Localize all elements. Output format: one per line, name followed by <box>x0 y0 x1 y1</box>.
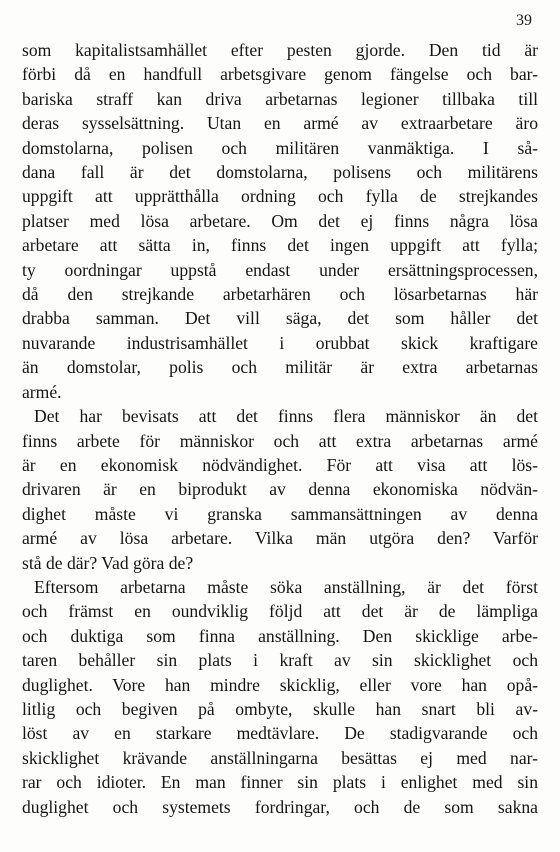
text-line: skicklighet krävande anställningarna besättas ej med nar- <box>22 747 538 768</box>
text-line: ty oordningar uppstå endast under ersättningsprocessen, <box>22 259 538 280</box>
text-line: är en ekonomisk nödvändighet. För att visa att lös- <box>22 454 538 475</box>
paragraph-2 <box>22 404 538 575</box>
text-line: arbetare att sätta in, finns det ingen uppgift att fylla; <box>22 235 538 256</box>
text-line: drivaren är en biprodukt av denna ekonomiska nödvän- <box>22 479 538 500</box>
text-line: dana fall är det domstolarna, polisens och militärens <box>22 162 538 183</box>
text-line: som kapitalistsamhället efter pesten gjorde. Den tid är <box>22 40 538 60</box>
text-line: finns arbete för människor och att extra arbetarnas armé <box>22 430 538 451</box>
text-line: armé. <box>22 381 62 402</box>
text-line: stå de där? Vad göra de? <box>22 552 194 573</box>
text-line: bariska straff kan driva arbetarnas legioner tillbaka till <box>22 88 538 109</box>
text-line: dighet måste vi granska sammansättningen av denna <box>22 503 538 524</box>
text-line: löst av en starkare medtävlare. De stadigvarande och <box>22 723 538 744</box>
text-line: drabba samman. Det vill säga, det som håller det <box>22 308 538 329</box>
text-line: litlig och begiven på ombyte, skulle han snart bli av- <box>22 698 538 719</box>
text-line: domstolarna, polisen och militären vanmäktiga. I så- <box>22 137 538 158</box>
text-line: än domstolar, polis och militär är extra arbetarnas <box>22 357 538 378</box>
text-line: platser med lösa arbetare. Om det ej finns några lösa <box>22 210 538 231</box>
text-line: duglighet. Vore han mindre skicklig, eller vore han opå- <box>22 674 538 695</box>
text-line: rar och idioter. En man finner sin plats i enlighet med sin <box>22 772 538 793</box>
text-line: nuvarande industrisamhället i orubbat skick kraftigare <box>22 332 538 353</box>
text-line: förbi då en handfull arbetsgivare genom fängelse och bar- <box>22 64 538 85</box>
text-line: Det har bevisats att det finns flera människor än det <box>34 406 538 427</box>
text-line: och duktiga som finna anställning. Den skicklige arbe- <box>22 625 538 646</box>
text-line: då den strejkande arbetarhären och lösarbetarnas här <box>22 284 538 305</box>
text-line: armé av lösa arbetare. Vilka män utgöra den? Varför <box>22 528 538 549</box>
text-line: och främst en oundviklig följd att det är de lämpliga <box>22 601 538 622</box>
body-text <box>22 38 538 819</box>
paragraph-1 <box>22 38 538 404</box>
text-line: duglighet och systemets fordringar, och de som sakna <box>22 796 538 817</box>
text-line: Eftersom arbetarna måste söka anställning, är det först <box>34 576 538 597</box>
text-line: uppgift att upprätthålla ordning och fylla de strejkandes <box>22 186 538 207</box>
page-number: 39 <box>516 12 532 29</box>
text-line: taren behåller sin plats i kraft av sin skicklighet och <box>22 650 538 671</box>
text-line: deras sysselsättning. Utan en armé av extraarbetare äro <box>22 113 538 134</box>
paragraph-3 <box>22 575 538 819</box>
